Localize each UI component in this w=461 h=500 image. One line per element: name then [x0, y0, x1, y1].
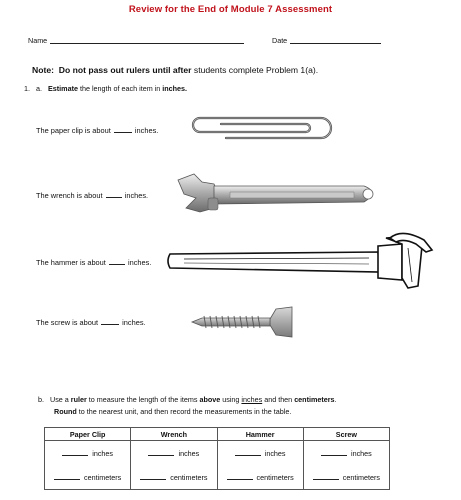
screw-answer-blank[interactable] — [101, 317, 119, 325]
answer-line[interactable] — [313, 472, 339, 480]
hammer-prompt — [36, 257, 151, 267]
question-number: 1. — [24, 84, 30, 93]
date-label: Date — [272, 36, 288, 45]
cell-screw-inches[interactable] — [303, 441, 389, 466]
note-prefix: Note: — [32, 65, 54, 75]
wrench-image — [174, 168, 384, 218]
unit-label: inches — [92, 449, 114, 458]
column-header-paper-clip: Paper Clip — [45, 428, 131, 441]
column-header-screw: Screw — [303, 428, 389, 441]
centimeters-word: centimeters — [294, 395, 335, 404]
answer-line[interactable] — [235, 448, 261, 456]
ruler-word: ruler — [70, 395, 87, 404]
note-part1: Do not pass out rulers until — [58, 65, 171, 75]
answer-line[interactable] — [321, 448, 347, 456]
column-header-hammer: Hammer — [217, 428, 303, 441]
cell-hammer-inches[interactable] — [217, 441, 303, 466]
unit-label: centimeters — [170, 473, 208, 482]
above-word: above — [199, 395, 221, 404]
cell-hammer-cm[interactable] — [217, 465, 303, 490]
answer-line[interactable] — [148, 448, 174, 456]
page-title: Review for the End of Module 7 Assessment — [128, 4, 333, 15]
cell-screw-cm[interactable] — [303, 465, 389, 490]
wrench-prompt — [36, 190, 148, 200]
unit-label: inches — [350, 449, 372, 458]
unit-label: inches — [178, 449, 200, 458]
note-after: after — [172, 65, 192, 75]
q1b-text-a: Use a — [50, 395, 69, 404]
question-letter-a: a. — [36, 84, 42, 93]
round-word: Round — [54, 407, 77, 416]
unit-label: inches — [264, 449, 286, 458]
column-header-wrench: Wrench — [131, 428, 217, 441]
question-1b-line1: b. Use a ruler to measure the length of the items above using inches and then centimeters. — [38, 395, 337, 404]
screw-text: The screw is about — [36, 318, 99, 327]
unit-label: centimeters — [342, 473, 380, 482]
hammer-answer-blank[interactable] — [109, 257, 125, 265]
table-row-centimeters — [45, 465, 390, 490]
estimate-word: Estimate — [48, 84, 78, 93]
screw-unit: inches. — [122, 318, 146, 327]
cell-wrench-inches[interactable] — [131, 441, 217, 466]
name-field[interactable] — [50, 43, 244, 44]
teacher-note — [32, 65, 318, 75]
inches-underlined: inches — [241, 395, 263, 404]
note-part2: students complete Problem 1(a). — [193, 65, 319, 75]
measurement-table — [44, 427, 390, 490]
name-label: Name — [28, 36, 48, 45]
paper-clip-answer-blank[interactable] — [114, 125, 132, 133]
answer-line[interactable] — [54, 472, 80, 480]
hammer-unit: inches. — [127, 258, 152, 267]
q1b-text-e: to the nearest unit, and then record the measurements in the table. — [78, 407, 292, 416]
cell-paper-clip-inches[interactable] — [45, 441, 131, 466]
question-1a-text: the length of each item in — [79, 84, 161, 93]
hammer-image — [164, 228, 436, 292]
answer-line[interactable] — [140, 472, 166, 480]
answer-line[interactable] — [62, 448, 88, 456]
q1b-text-b: to measure the length of the items — [88, 395, 198, 404]
question-letter-b: b. — [38, 395, 44, 404]
wrench-text: The wrench is about — [36, 191, 103, 200]
paper-clip-unit: inches. — [134, 126, 159, 135]
table-header-row — [45, 428, 390, 441]
paper-clip-text: The paper clip is about — [36, 126, 111, 135]
wrench-unit: inches. — [124, 191, 149, 200]
answer-line[interactable] — [227, 472, 253, 480]
screw-image — [188, 305, 298, 339]
question-1b-line2 — [54, 407, 291, 416]
paper-clip-prompt — [36, 125, 158, 135]
hammer-text: The hammer is about — [36, 258, 106, 267]
inches-word: inches. — [162, 84, 188, 93]
cell-paper-clip-cm[interactable] — [45, 465, 131, 490]
date-field[interactable] — [290, 43, 381, 44]
q1b-text-c: using — [222, 395, 240, 404]
paper-clip-image — [186, 108, 338, 146]
cell-wrench-cm[interactable] — [131, 465, 217, 490]
table-row-inches — [45, 441, 390, 466]
question-1a — [24, 84, 187, 93]
q1b-text-d: and then — [264, 395, 293, 404]
screw-prompt — [36, 317, 146, 327]
unit-label: centimeters — [84, 473, 122, 482]
wrench-answer-blank[interactable] — [106, 190, 122, 198]
unit-label: centimeters — [256, 473, 294, 482]
